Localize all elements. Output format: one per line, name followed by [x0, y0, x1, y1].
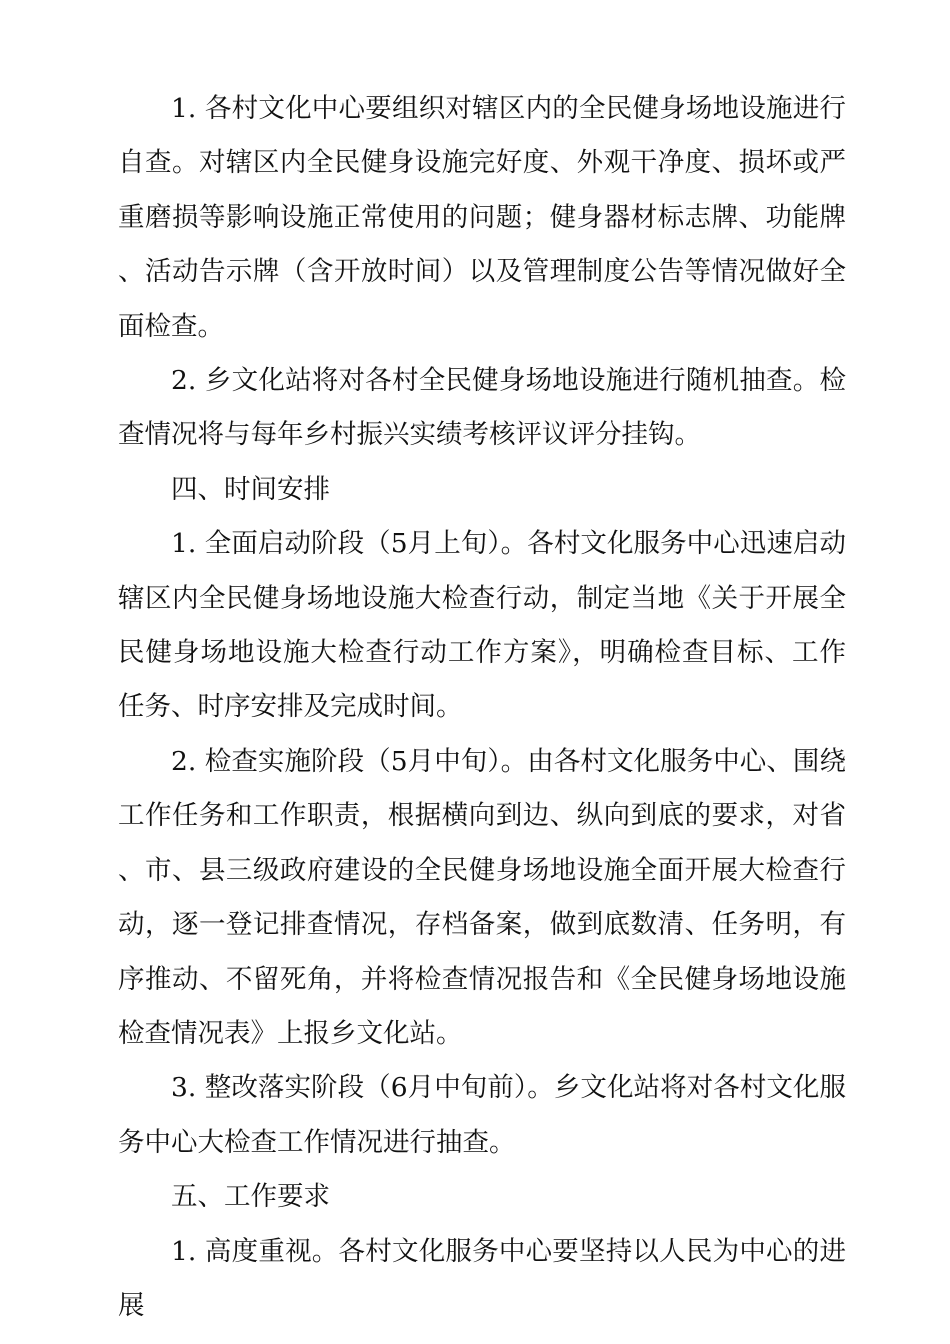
section-heading-schedule: 四、时间安排	[171, 473, 330, 505]
paragraph-launch-phase: 1. 全面启动阶段（5月上旬）。各村文化服务中心迅速启动辖区内全民健身场地设施大检查行动，制定当地《关于开展全民健身场地设施大检查行动工作方案》，明确检查目标、工作任务、时序安排及完成时间。	[118, 528, 846, 723]
section-heading-requirements: 五、工作要求	[171, 1181, 330, 1213]
paragraph-rectification-phase: 3. 整改落实阶段（6月中旬前）。乡文化站将对各村文化服务中心大检查工作情况进行抽查。	[118, 1072, 846, 1158]
document-page	[118, 82, 846, 1333]
paragraph-high-priority: 1. 高度重视。各村文化服务中心要坚持以人民为中心的进展	[118, 1235, 846, 1321]
paragraph-random-check: 2. 乡文化站将对各村全民健身场地设施进行随机抽查。检查情况将与每年乡村振兴实绩考核评议评分挂钩。	[118, 365, 846, 451]
paragraph-implementation-phase: 2. 检查实施阶段（5月中旬）。由各村文化服务中心、围绕工作任务和工作职责，根据横向到边、纵向到底的要求，对省、市、县三级政府建设的全民健身场地设施全面开展大检查行动，逐一登记排查情况，存档备案，做到底数清、任务明，有序推动、不留死角，并将检查情况报告和《全民健身场地设施检查情况表》上报乡文化站。	[118, 745, 846, 1049]
paragraph-self-inspection: 1. 各村文化中心要组织对辖区内的全民健身场地设施进行自查。对辖区内全民健身设施完好度、外观干净度、损坏或严重磨损等影响设施正常使用的问题；健身器材标志牌、功能牌、活动告示牌（含开放时间）以及管理制度公告等情况做好全面检查。	[118, 93, 846, 342]
